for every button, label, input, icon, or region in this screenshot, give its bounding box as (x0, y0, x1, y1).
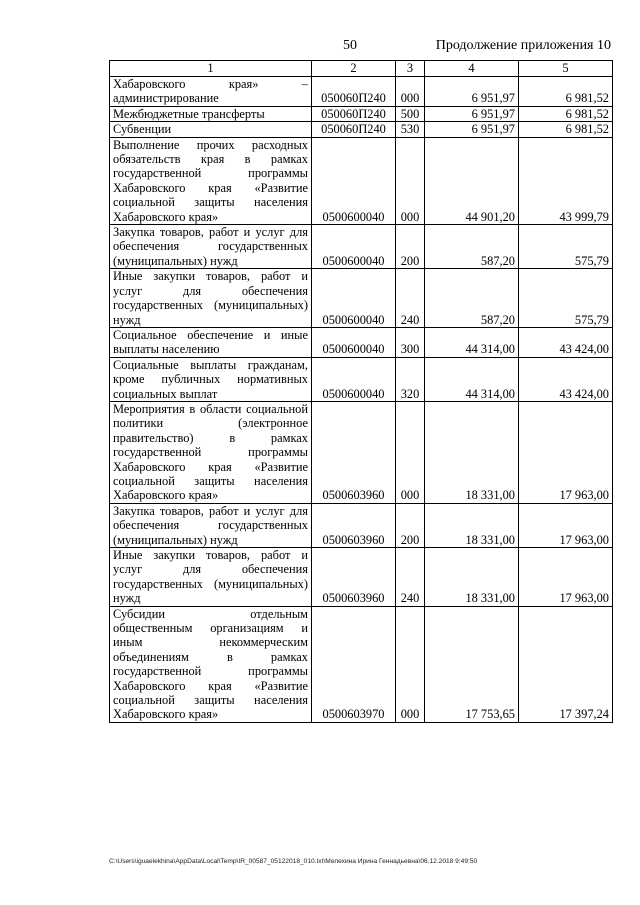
row-amount-b: 6 981,52 (519, 122, 613, 137)
row-amount-a: 44 314,00 (425, 327, 519, 357)
column-header-amount-b: 5 (519, 61, 613, 77)
table-row (110, 327, 613, 357)
row-amount-b: 17 963,00 (519, 548, 613, 607)
row-type: 500 (396, 106, 425, 121)
table-row (110, 357, 613, 401)
row-code: 0500600040 (312, 269, 396, 328)
row-type: 000 (396, 401, 425, 503)
column-header-type: 3 (396, 61, 425, 77)
row-amount-b: 6 981,52 (519, 106, 613, 121)
table-row (110, 137, 613, 224)
table-row (110, 122, 613, 137)
row-type: 240 (396, 269, 425, 328)
table-header-row (110, 61, 613, 77)
row-amount-b: 43 999,79 (519, 137, 613, 224)
row-code: 0500603960 (312, 503, 396, 547)
column-header-name: 1 (110, 61, 312, 77)
row-amount-b: 575,79 (519, 225, 613, 269)
row-amount-a: 18 331,00 (425, 401, 519, 503)
row-amount-a: 587,20 (425, 225, 519, 269)
row-code: 050060П240 (312, 122, 396, 137)
table-row (110, 401, 613, 503)
row-name: Закупка товаров, работ и услуг для обеспечения государственных (муниципальных) нужд (110, 503, 312, 547)
row-code: 050060П240 (312, 77, 396, 107)
row-name: Мероприятия в области социальной политики (электронное правительство) в рамках государственной программы Хабаровского края «Развитие социальной защиты населения Хабаровского края» (110, 401, 312, 503)
row-type: 000 (396, 606, 425, 722)
row-name: Межбюджетные трансферты (110, 106, 312, 121)
row-amount-a: 587,20 (425, 269, 519, 328)
appendix-continuation-note: Продолжение приложения 10 (435, 38, 611, 53)
row-code: 0500600040 (312, 137, 396, 224)
row-amount-b: 43 424,00 (519, 327, 613, 357)
row-amount-b: 43 424,00 (519, 357, 613, 401)
row-name: Субвенции (110, 122, 312, 137)
table-row (110, 225, 613, 269)
row-name: Закупка товаров, работ и услуг для обеспечения государственных (муниципальных) нужд (110, 225, 312, 269)
row-type: 000 (396, 77, 425, 107)
row-amount-a: 18 331,00 (425, 503, 519, 547)
row-amount-b: 17 963,00 (519, 401, 613, 503)
row-code: 0500600040 (312, 225, 396, 269)
table-row (110, 106, 613, 121)
row-name: Социальное обеспечение и иные выплаты населению (110, 327, 312, 357)
row-name: Хабаровского края» – администрирование (110, 77, 312, 107)
row-code: 0500600040 (312, 327, 396, 357)
table-row (110, 503, 613, 547)
row-amount-a: 44 901,20 (425, 137, 519, 224)
row-amount-b: 575,79 (519, 269, 613, 328)
page-number: 50 (343, 38, 357, 53)
row-type: 530 (396, 122, 425, 137)
row-amount-a: 6 951,97 (425, 122, 519, 137)
row-name: Иные закупки товаров, работ и услуг для обеспечения государственных (муниципальных) нужд (110, 548, 312, 607)
row-amount-a: 6 951,97 (425, 106, 519, 121)
row-code: 0500603960 (312, 401, 396, 503)
row-code: 0500600040 (312, 357, 396, 401)
column-header-amount-a: 4 (425, 61, 519, 77)
row-type: 300 (396, 327, 425, 357)
row-amount-b: 17 397,24 (519, 606, 613, 722)
row-amount-a: 6 951,97 (425, 77, 519, 107)
row-code: 0500603960 (312, 548, 396, 607)
footer-file-path: C:\Users\iguaelekhina\AppData\Local\Temp\IR_00587_05122018_010.txt\Мелехина Ирина Геннадьевна\06.12.2018 9:49:50 (109, 858, 478, 865)
table-row (110, 269, 613, 328)
row-name: Субсидии отдельным общественным организациям и иным некоммерческим объединениям в рамках государственной программы Хабаровского края «Развитие социальной защиты населения Хабаровского края» (110, 606, 312, 722)
column-header-code: 2 (312, 61, 396, 77)
row-type: 200 (396, 225, 425, 269)
row-amount-b: 6 981,52 (519, 77, 613, 107)
row-amount-a: 18 331,00 (425, 548, 519, 607)
table-row (110, 77, 613, 107)
budget-table (109, 60, 613, 723)
row-name: Социальные выплаты гражданам, кроме публичных нормативных социальных выплат (110, 357, 312, 401)
row-amount-a: 17 753,65 (425, 606, 519, 722)
row-amount-b: 17 963,00 (519, 503, 613, 547)
row-type: 320 (396, 357, 425, 401)
row-type: 200 (396, 503, 425, 547)
row-type: 000 (396, 137, 425, 224)
row-amount-a: 44 314,00 (425, 357, 519, 401)
row-name: Иные закупки товаров, работ и услуг для обеспечения государственных (муниципальных) нужд (110, 269, 312, 328)
row-code: 0500603970 (312, 606, 396, 722)
table-row (110, 606, 613, 722)
table-row (110, 548, 613, 607)
row-type: 240 (396, 548, 425, 607)
row-code: 050060П240 (312, 106, 396, 121)
row-name: Выполнение прочих расходных обязательств края в рамках государственной программы Хабаровского края «Развитие социальной защиты населения Хабаровского края» (110, 137, 312, 224)
